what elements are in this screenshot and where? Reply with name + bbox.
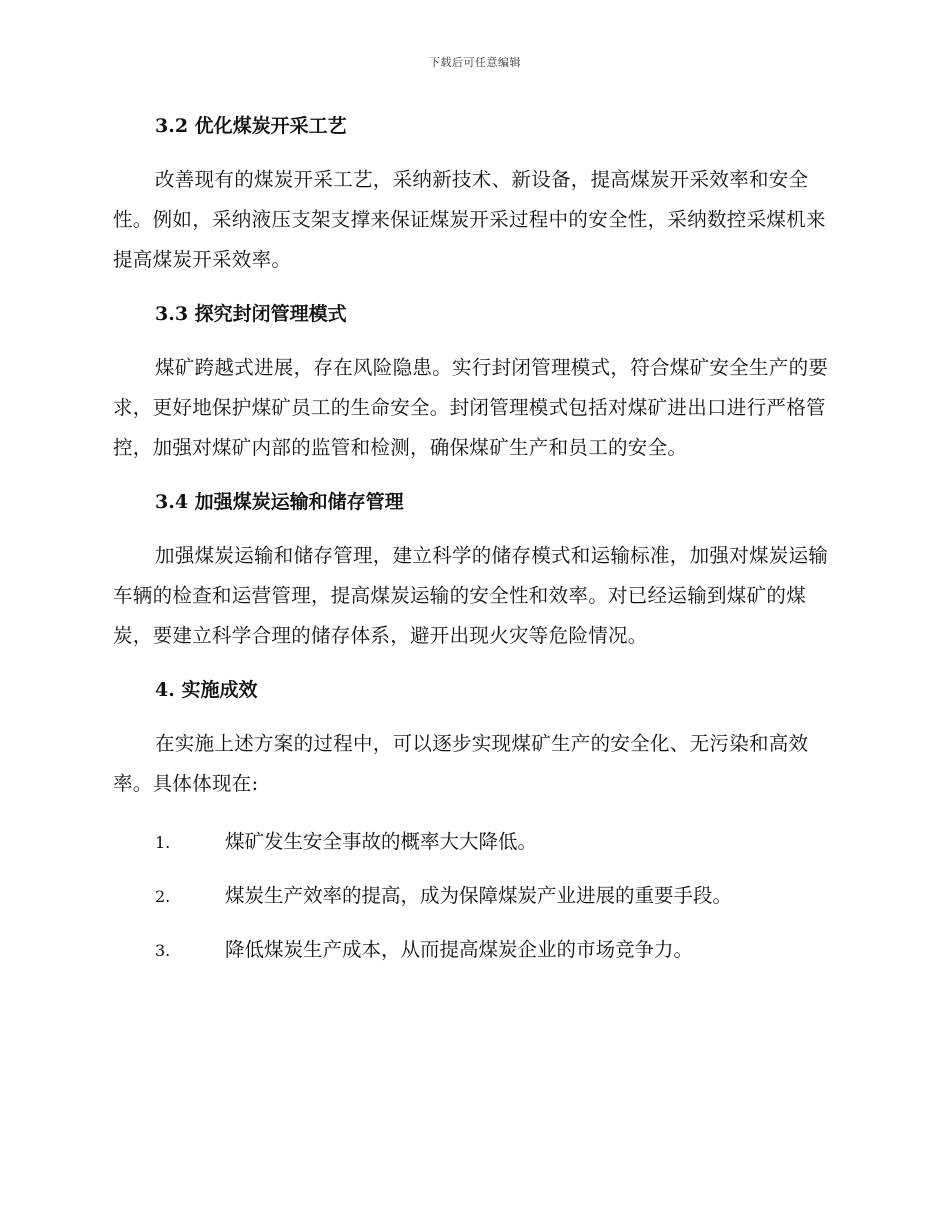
list-item — [113, 876, 833, 930]
section-heading-4: 4. 实施成效 — [155, 679, 258, 701]
results-list — [113, 822, 833, 984]
section-paragraph-3-2: 改善现有的煤炭开采工艺，采纳新技术、新设备，提高煤炭开采效率和安全性。例如，采纳液压支架支撑来保证煤炭开采过程中的安全性，采纳数控采煤机来提高煤炭开采效率。 — [113, 168, 826, 271]
list-item-text: 煤矿发生安全事故的概率大大降低。 — [225, 830, 538, 853]
list-item-text: 降低煤炭生产成本，从而提高煤炭企业的市场竞争力。 — [225, 938, 694, 961]
list-item-number: 1. — [155, 833, 171, 852]
section-heading-3-4: 3.4 加强煤炭运输和储存管理 — [155, 491, 404, 513]
page-header: 下载后可任意编辑 — [429, 56, 521, 69]
list-item-text: 煤炭生产效率的提高，成为保障煤炭产业进展的重要手段。 — [225, 884, 733, 907]
section-heading-3-3: 3.3 探究封闭管理模式 — [155, 303, 347, 325]
section-paragraph-3-3: 煤矿跨越式进展，存在风险隐患。实行封闭管理模式，符合煤矿安全生产的要求，更好地保护煤矿员工的生命安全。封闭管理模式包括对煤矿进出口进行严格管控，加强对煤矿内部的监管和检测，确保煤矿生产和员工的安全。 — [113, 356, 829, 459]
list-item — [113, 822, 833, 876]
list-item — [113, 930, 833, 984]
document-body — [113, 110, 833, 984]
section-heading-3-2: 3.2 优化煤炭开采工艺 — [155, 115, 347, 137]
list-item-number: 3. — [155, 941, 171, 960]
section-paragraph-4: 在实施上述方案的过程中，可以逐步实现煤矿生产的安全化、无污染和高效率。具体体现在: — [113, 732, 809, 795]
section-paragraph-3-4: 加强煤炭运输和储存管理，建立科学的储存模式和运输标准，加强对煤炭运输车辆的检查和运营管理，提高煤炭运输的安全性和效率。对已经运输到煤矿的煤炭，要建立科学合理的储存体系，避开出现火灾等危险情况。 — [113, 544, 829, 647]
list-item-number: 2. — [155, 887, 171, 906]
